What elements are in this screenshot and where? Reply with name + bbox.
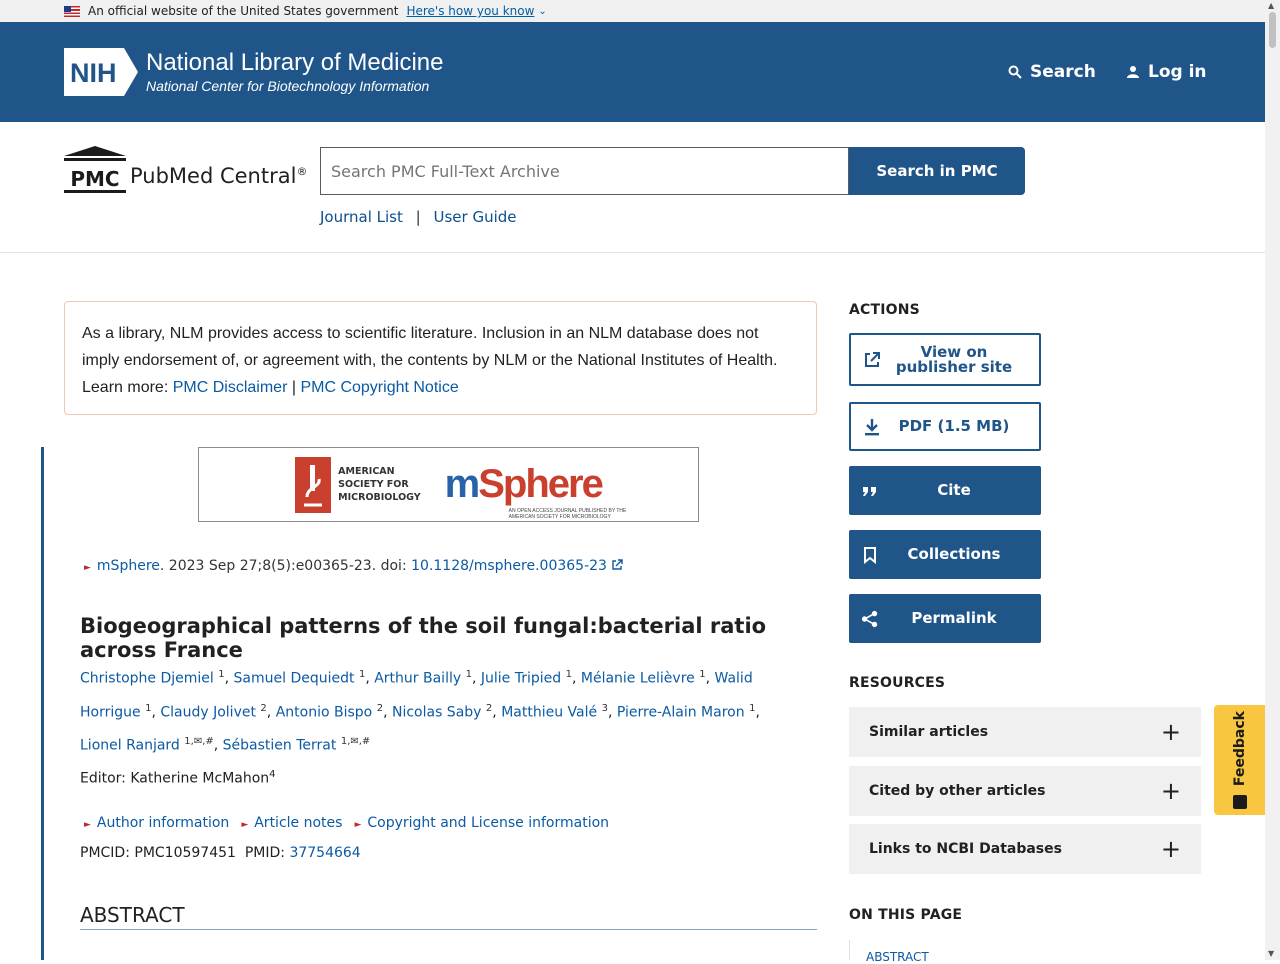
gov-banner-text: An official website of the United States government — [88, 4, 399, 18]
cite-label: Cite — [937, 481, 971, 499]
citation-details: . 2023 Sep 27;8(5):e00365-23. doi: — [159, 558, 412, 574]
asm-logo — [295, 457, 420, 513]
nih-logo-text: NIH — [70, 58, 117, 88]
nlm-disclaimer — [64, 301, 817, 415]
pmid-label: PMID: — [244, 845, 285, 861]
pmc-search-bar — [0, 122, 1265, 253]
pmc-mark-text: PMC — [70, 167, 120, 191]
registered-mark: ® — [296, 165, 308, 178]
author-link[interactable]: Nicolas Saby — [391, 704, 482, 721]
header-search-label: Search — [1030, 62, 1096, 82]
pdf-download-button[interactable] — [849, 402, 1041, 451]
author-list: Christophe Djemiel $^1$, Samuel Dequiedt $^1$, Arthur Bailly $^1$, Julie Tripied $^1$, Mélanie Lelièvre $^1$, Walid Horrigue $^1$, Claudy Jolivet $^2$, Antonio Bispo $^2$, Nicolas Saby $^2$, Matthieu Valé $^3$, Pierre-Alain Maron $^1$, Lionel Ranjard $^{1,✉,\#}$, Sébastien Terrat $^{1,✉,\#}$ — [80, 669, 760, 754]
external-link-icon — [863, 351, 881, 369]
learn-more-label: Learn more: — [82, 379, 169, 396]
login-label: Log in — [1148, 62, 1207, 82]
view-on-publisher-label: View on publisher site — [895, 342, 1013, 376]
feedback-icon — [1233, 795, 1247, 809]
ncbi-subtitle: National Center for Biotechnology Information — [146, 78, 430, 94]
copyright-license-toggle[interactable]: ► Copyright and License information — [354, 815, 610, 831]
plus-icon: + — [1160, 718, 1181, 746]
nih-header — [0, 22, 1265, 122]
pmc-logo-text: PubMed Central® — [130, 164, 308, 188]
pmc-copyright-link[interactable]: PMC Copyright Notice — [300, 379, 459, 396]
resources-heading: RESOURCES — [849, 675, 946, 691]
plus-icon: + — [1160, 777, 1181, 805]
disclaimer-text: As a library, NLM provides access to scientific literature. Inclusion in an NLM database does not imply endorsement of, or agreement with, the contents by NLM or the National Institutes of Health. — [82, 325, 778, 369]
author-link[interactable]: Samuel Dequiedt — [233, 670, 355, 687]
page-scrollbar[interactable] — [1265, 0, 1280, 960]
journal-link[interactable]: mSphere — [96, 558, 160, 574]
on-this-page-heading: ON THIS PAGE — [849, 907, 963, 923]
similar-articles-label: Similar articles — [869, 724, 989, 740]
feedback-label: Feedback — [1231, 711, 1248, 787]
collections-label: Collections — [907, 545, 1001, 563]
author-link[interactable]: Walid Horrigue — [80, 670, 753, 721]
ncbi-links-accordion[interactable] — [849, 824, 1201, 874]
quote-icon — [861, 482, 879, 500]
cited-by-accordion[interactable] — [849, 766, 1201, 816]
share-icon — [861, 610, 879, 628]
abstract-divider — [80, 929, 817, 930]
author-link[interactable]: Antonio Bispo — [275, 704, 373, 721]
external-link-icon — [611, 559, 623, 571]
author-link[interactable]: Christophe Djemiel — [80, 670, 214, 687]
author-link[interactable]: Matthieu Valé — [501, 704, 598, 721]
pmc-building-icon — [64, 146, 126, 194]
search-icon — [1008, 65, 1022, 79]
feedback-tab[interactable] — [1214, 705, 1265, 815]
how-you-know-link[interactable]: Here's how you know — [406, 4, 535, 18]
user-icon — [1126, 65, 1140, 79]
login-button[interactable] — [1126, 62, 1207, 82]
doi-link[interactable]: 10.1128/msphere.00365-23 — [411, 558, 607, 574]
gov-banner — [0, 0, 1265, 22]
pmc-disclaimer-link[interactable]: PMC Disclaimer — [172, 379, 288, 396]
download-icon — [863, 418, 881, 436]
nlm-title[interactable]: National Library of Medicine — [146, 49, 444, 76]
pmcid: PMCID: PMC10597451 — [80, 845, 236, 861]
pmc-sub-links — [320, 208, 517, 226]
scrollbar-thumb[interactable] — [1269, 12, 1276, 48]
pmid-link[interactable]: 37754664 — [289, 845, 361, 861]
msphere-logo-m: m — [444, 462, 479, 506]
on-this-page-abstract-link[interactable]: ABSTRACT — [866, 950, 929, 964]
scroll-up-arrow-icon[interactable]: ▲ — [1268, 1, 1275, 10]
pdf-label: PDF (1.5 MB) — [898, 417, 1010, 435]
chevron-down-icon[interactable]: ⌄ — [538, 5, 547, 17]
triangle-right-icon[interactable]: ► — [84, 563, 91, 573]
header-search-button[interactable] — [1008, 62, 1096, 82]
pmc-search-input[interactable] — [320, 147, 849, 195]
cite-button[interactable] — [849, 466, 1041, 515]
us-flag-icon — [64, 6, 80, 17]
similar-articles-accordion[interactable] — [849, 707, 1201, 757]
asm-text: AMERICAN SOCIETY FOR MICROBIOLOGY — [338, 466, 421, 503]
author-link[interactable]: Mélanie Lelièvre — [580, 670, 695, 687]
pmc-logo[interactable] — [64, 146, 307, 194]
journal-banner[interactable] — [198, 447, 699, 522]
msphere-tagline: AN OPEN ACCESS JOURNAL PUBLISHED BY THE AMERICAN SOCIETY FOR MICROBIOLOGY — [508, 508, 627, 520]
author-link[interactable]: Sébastien Terrat — [222, 737, 337, 754]
sub-links-separator: | — [415, 208, 421, 226]
view-on-publisher-button[interactable] — [849, 333, 1041, 386]
ncbi-links-label: Links to NCBI Databases — [869, 841, 1062, 857]
msphere-logo-sphere: Sphere — [478, 462, 602, 506]
abstract-heading: ABSTRACT — [80, 903, 185, 927]
article-notes-toggle[interactable]: ► Article notes — [241, 815, 343, 831]
author-information-toggle[interactable]: ► Author information — [84, 815, 230, 831]
plus-icon: + — [1160, 835, 1181, 863]
actions-heading: ACTIONS — [849, 302, 920, 318]
citation-line — [84, 558, 623, 574]
msphere-logo — [444, 462, 627, 520]
article-ids — [80, 845, 361, 861]
author-link[interactable]: Lionel Ranjard — [80, 737, 180, 754]
author-link[interactable]: Julie Tripied — [480, 670, 562, 687]
article-title: Biogeographical patterns of the soil fungal:bacterial ratio across France — [80, 614, 767, 662]
bookmark-icon — [861, 546, 879, 564]
search-in-pmc-button[interactable]: Search in PMC — [849, 147, 1025, 195]
cited-by-label: Cited by other articles — [869, 783, 1046, 799]
microscope-icon — [295, 457, 331, 513]
on-this-page-rule — [849, 940, 850, 960]
scroll-down-arrow-icon[interactable]: ▼ — [1268, 949, 1275, 958]
user-guide-link[interactable]: User Guide — [433, 208, 517, 226]
journal-list-link[interactable]: Journal List — [320, 208, 403, 226]
editor-line: Editor: Katherine McMahon$^4$ — [80, 769, 276, 787]
author-link[interactable]: Arthur Bailly — [374, 670, 462, 687]
permalink-button[interactable] — [849, 594, 1041, 643]
article-left-rule — [41, 447, 44, 960]
nih-logo-icon[interactable] — [64, 48, 138, 96]
author-link[interactable]: Claudy Jolivet — [160, 704, 256, 721]
article-info-links — [84, 815, 609, 831]
disclaimer-separator: | — [291, 379, 296, 396]
author-link[interactable]: Pierre-Alain Maron — [616, 704, 745, 721]
collections-button[interactable] — [849, 530, 1041, 579]
permalink-label: Permalink — [911, 609, 997, 627]
